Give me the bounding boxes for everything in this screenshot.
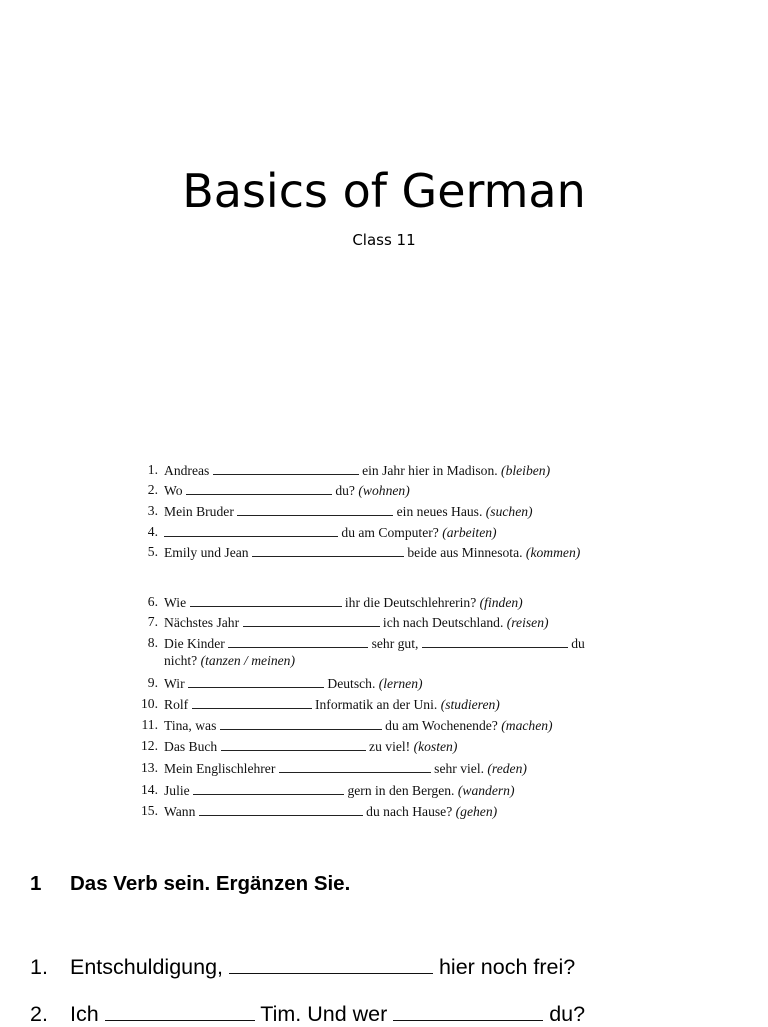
exercise-item — [30, 955, 750, 980]
answer-blank[interactable] — [393, 1002, 543, 1021]
verb-hint: (reden) — [487, 761, 527, 776]
item-number: 12. — [141, 738, 158, 753]
exercise-2-number: 1 — [30, 872, 42, 895]
item-text: zu viel! — [365, 739, 414, 754]
item-number: 3. — [147, 503, 158, 518]
answer-blank[interactable] — [237, 503, 393, 516]
answer-blank[interactable] — [105, 1002, 255, 1021]
answer-blank[interactable] — [229, 955, 433, 974]
verb-hint: (kommen) — [525, 545, 581, 560]
item-number: 15. — [141, 803, 158, 818]
verb-hint: (gehen) — [455, 804, 498, 819]
answer-blank[interactable] — [252, 544, 404, 557]
item-text: Wo — [164, 483, 186, 498]
item-text: Emily und Jean — [164, 545, 252, 560]
answer-blank[interactable] — [186, 482, 332, 495]
item-text: Das Buch — [164, 739, 221, 754]
answer-blank[interactable] — [199, 803, 363, 816]
item-text: nicht? — [164, 653, 201, 668]
verb-hint: (suchen) — [485, 504, 533, 519]
item-number: 1. — [30, 955, 48, 979]
item-text: Wir — [164, 676, 188, 691]
verb-hint: (reisen) — [506, 615, 549, 630]
answer-blank[interactable] — [188, 675, 324, 688]
verb-hint: (wohnen) — [358, 483, 410, 498]
item-number: 6. — [147, 594, 158, 609]
verb-hint: (tanzen / meinen) — [200, 653, 295, 668]
item-number: 4. — [147, 524, 158, 539]
answer-blank[interactable] — [193, 782, 344, 795]
item-text: Wann — [164, 804, 199, 819]
item-text: Julie — [164, 783, 194, 798]
item-number: 14. — [141, 782, 158, 797]
item-text: Die Kinder — [164, 636, 229, 651]
verb-hint: (arbeiten) — [442, 525, 497, 540]
item-text: hier noch frei? — [432, 955, 576, 979]
item-text: Rolf — [164, 697, 192, 712]
item-number: 9. — [147, 675, 158, 690]
answer-blank[interactable] — [221, 738, 366, 751]
item-number: 2. — [30, 1002, 48, 1026]
item-text: du am Wochenende? — [381, 718, 502, 733]
answer-blank[interactable] — [220, 717, 382, 730]
item-text: Deutsch. — [324, 676, 379, 691]
item-number: 8. — [147, 635, 158, 650]
page-subtitle: Class 11 — [352, 231, 416, 249]
item-text: du nach Hause? — [362, 804, 456, 819]
item-text: ihr die Deutschlehrerin? — [341, 595, 480, 610]
item-text: du am Computer? — [338, 525, 443, 540]
answer-blank[interactable] — [164, 524, 338, 537]
verb-hint: (finden) — [479, 595, 523, 610]
item-text: Nächstes Jahr — [164, 615, 243, 630]
verb-hint: (kosten) — [413, 739, 458, 754]
item-text: gern in den Bergen. — [344, 783, 458, 798]
item-text: Tina, was — [164, 718, 220, 733]
answer-blank[interactable] — [190, 594, 342, 607]
page-title: Basics of German — [182, 164, 586, 218]
verb-hint: (machen) — [501, 718, 553, 733]
item-text: ich nach Deutschland. — [379, 615, 507, 630]
item-text: ein neues Haus. — [393, 504, 486, 519]
item-number: 13. — [141, 760, 158, 775]
answer-blank[interactable] — [213, 462, 359, 475]
item-number: 10. — [141, 696, 158, 711]
item-text: sehr gut, — [368, 636, 422, 651]
exercise-item — [30, 1002, 750, 1027]
item-text: Ich — [70, 1002, 105, 1026]
item-text: Mein Bruder — [164, 504, 238, 519]
item-text: Mein Englischlehrer — [164, 761, 279, 776]
answer-blank[interactable] — [192, 696, 312, 709]
answer-blank[interactable] — [279, 760, 431, 773]
item-text: Tim. Und wer — [254, 1002, 394, 1026]
item-number: 5. — [147, 544, 158, 559]
verb-hint: (bleiben) — [501, 463, 551, 478]
item-text: Informatik an der Uni. — [311, 697, 441, 712]
exercise-2-title: Das Verb sein. Ergänzen Sie. — [70, 872, 351, 895]
item-text: Wie — [164, 595, 190, 610]
item-number: 11. — [141, 717, 158, 732]
item-text: du? — [543, 1002, 586, 1026]
verb-hint: (lernen) — [378, 676, 423, 691]
item-text: sehr viel. — [430, 761, 488, 776]
item-number: 2. — [147, 482, 158, 497]
item-text: Andreas — [164, 463, 213, 478]
verb-hint: (wandern) — [457, 783, 515, 798]
item-text: du? — [331, 483, 359, 498]
item-number: 7. — [147, 614, 158, 629]
verb-hint: (studieren) — [440, 697, 500, 712]
item-text: ein Jahr hier in Madison. — [358, 463, 502, 478]
exercise-2-heading — [30, 872, 350, 896]
item-number: 1. — [147, 462, 158, 477]
item-text: Entschuldigung, — [70, 955, 229, 979]
answer-blank[interactable] — [228, 635, 368, 648]
answer-blank[interactable] — [243, 614, 380, 627]
item-text: beide aus Minnesota. — [403, 545, 526, 560]
item-text: du — [567, 636, 585, 651]
answer-blank[interactable] — [422, 635, 568, 648]
